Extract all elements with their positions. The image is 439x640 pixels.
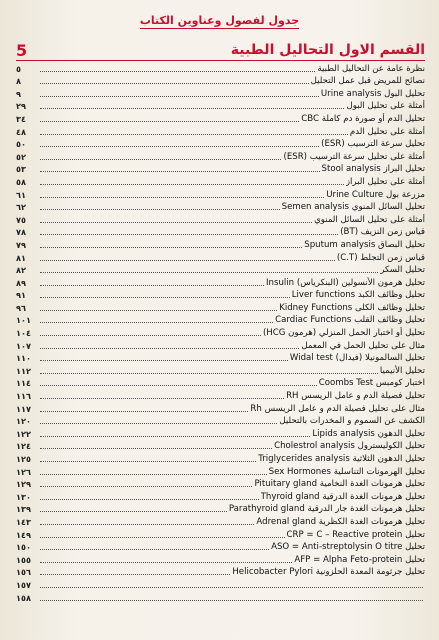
dot-leader (40, 360, 288, 361)
dot-leader (40, 499, 259, 500)
toc-entry-title: تحليل AFP = Alpha Feto-protein (294, 554, 425, 565)
toc-entry[interactable] (16, 326, 425, 339)
toc-entry[interactable] (16, 87, 425, 100)
toc-entry-title: تحليل الدهون الثلاثية Triglycerides analysis (258, 454, 425, 464)
dot-leader (40, 562, 292, 563)
dot-leader (40, 222, 312, 223)
toc-entry[interactable] (16, 478, 425, 491)
toc-entry[interactable] (16, 528, 425, 541)
dot-leader (40, 134, 348, 135)
toc-entry[interactable] (16, 238, 425, 251)
toc-entry-page: ٩ (16, 88, 21, 99)
dot-leader (40, 209, 280, 210)
toc-entry[interactable] (16, 339, 425, 352)
toc-entry[interactable] (16, 427, 425, 440)
toc-entry[interactable] (16, 201, 425, 214)
toc-entry[interactable] (16, 251, 425, 264)
toc-entry[interactable] (16, 100, 425, 113)
toc-entry-page: ١٢٦ (16, 466, 31, 477)
toc-entry-title: تحليل البول Urine analysis (320, 88, 425, 99)
dot-leader (40, 448, 272, 449)
dot-leader (40, 373, 378, 374)
toc-entry-title: تحليل وظائف الكبد Liver functions (291, 290, 425, 301)
toc-entry[interactable] (16, 352, 425, 365)
document-title: جدول لفصول وعناوين الكتاب (139, 14, 300, 27)
toc-entry-page: ١٢٩ (16, 479, 31, 490)
toc-entry-page: ٨٢ (16, 265, 26, 276)
toc-entry-page: ٦١ (16, 189, 26, 200)
toc-entry[interactable] (16, 364, 425, 377)
toc-entry-page: ٣٤ (16, 113, 26, 124)
toc-entry[interactable] (16, 503, 425, 516)
table-of-contents (16, 62, 425, 604)
dot-leader (40, 285, 264, 286)
toc-entry[interactable] (16, 75, 425, 88)
toc-entry-title: تحليل هرمونات الغدة الدرقية Thyroid gland (260, 491, 425, 502)
toc-entry-title: تحليل CRP = C – Reactive protein (286, 529, 425, 540)
toc-entry-page: ١٣٩ (16, 504, 31, 515)
dot-leader (40, 197, 324, 198)
toc-entry[interactable] (16, 175, 425, 188)
toc-entry-title: نصائح للمريض قبل عمل التحليل (310, 76, 425, 87)
section-title: القسم الاول التحاليل الطبية (230, 42, 425, 58)
toc-entry-page: ٦٢ (16, 202, 26, 213)
toc-entry-page: ٧٩ (16, 239, 26, 250)
dot-leader (40, 436, 310, 437)
toc-entry[interactable] (16, 213, 425, 226)
toc-entry-title: أمثلة على تحليل السائل المنوي (314, 214, 425, 225)
toc-entry-page: ٩٦ (16, 302, 26, 313)
toc-entry-page: ٧٥ (16, 214, 26, 225)
toc-entry-page: ٤٨ (16, 126, 26, 137)
dot-leader (40, 171, 320, 172)
section-page-number: 5 (16, 40, 28, 60)
toc-entry-title: أمثلة على تحليل البراز (345, 176, 425, 187)
dot-leader (40, 574, 230, 575)
toc-entry-title: تحليل هرمونات الغدة جار الدرقية Parathyroid gland (228, 504, 425, 515)
dot-leader (40, 108, 344, 109)
toc-entry-title: نظرة عامة عن التحاليل الطبية (317, 63, 425, 74)
dot-leader (40, 411, 248, 412)
dot-leader (40, 159, 281, 160)
toc-entry-title: تحليل فصيلة الدم و عامل الريسس RH (286, 391, 425, 402)
toc-entry-page: ٧٨ (16, 227, 26, 238)
dot-leader (40, 335, 261, 336)
toc-entry-title: تحليل الأنيميا (379, 365, 425, 376)
toc-entry-page: ١٣٠ (16, 491, 31, 502)
dot-leader (40, 272, 378, 273)
toc-entry-page: ١٢٢ (16, 428, 31, 439)
toc-entry[interactable] (16, 415, 425, 428)
toc-entry-title: تحليل هرمونات الغدة النخامية Pituitary gland (254, 479, 425, 490)
dot-leader (40, 297, 290, 298)
toc-entry-title: تحليل وظائف الكلى Kidney Functions (279, 302, 425, 313)
toc-entry-title: تحليل أو اختبار الحمل المنزلي (هرمون HCG) (262, 328, 425, 339)
toc-entry-title: تحليل البراز Stool analysis (321, 164, 425, 175)
toc-entry[interactable] (16, 541, 425, 554)
dot-leader (40, 385, 317, 386)
toc-entry-title: تحليل السالمونيلا (فيدال) Widal test (289, 353, 425, 364)
toc-entry-title: الكشف عن السموم و المخدرات بالتحليل (279, 416, 425, 427)
toc-entry (16, 578, 425, 591)
toc-entry[interactable] (16, 553, 425, 566)
toc-entry[interactable] (16, 377, 425, 390)
toc-entry-page: ١٤٩ (16, 529, 31, 540)
toc-entry[interactable] (16, 402, 425, 415)
toc-entry[interactable] (16, 515, 425, 528)
toc-entry-page: ٨١ (16, 252, 26, 263)
dot-leader (40, 234, 338, 235)
toc-entry-title: تحليل الهرمونات التناسلية Sex Hormones (268, 466, 425, 477)
toc-entry-title: تحليل البصاق Sputum analysis (304, 239, 425, 250)
toc-entry[interactable] (16, 125, 425, 138)
dot-leader (40, 537, 285, 538)
dot-leader (40, 247, 302, 248)
toc-entry[interactable] (16, 465, 425, 478)
toc-entry[interactable] (16, 490, 425, 503)
dot-leader (40, 184, 344, 185)
toc-entry-title: تحليل السائل المنوي Semen analysis (281, 202, 425, 213)
toc-entry-title: تحليل الدهون Lipids analysis (312, 428, 425, 439)
toc-entry-page: ١٠٤ (16, 328, 31, 339)
toc-entry[interactable] (16, 264, 425, 277)
toc-entry-title: تحليل الكوليسترول Cholestrol analysis (274, 441, 425, 452)
toc-entry-page: ١٠١ (16, 315, 31, 326)
toc-entry-title: قياس زمن التجلط (C.T) (336, 252, 425, 263)
toc-entry-title: مثال على تحليل فصيلة الدم و عامل الريسس Rh (250, 403, 425, 414)
toc-entry-title: أمثلة على تحليل البول (346, 101, 425, 112)
dot-leader (40, 486, 252, 487)
toc-entry-title: اختبار كومبس Coombs Test (318, 378, 425, 389)
toc-entry-page: ١٥٦ (16, 567, 31, 578)
toc-entry-title: تحليل ASO = Anti-streptolysin O titre (271, 542, 425, 553)
toc-entry[interactable] (16, 301, 425, 314)
dot-leader (40, 260, 335, 261)
toc-entry-page: ٨٩ (16, 277, 26, 288)
toc-entry-page: ١٥٠ (16, 542, 31, 553)
section-header (16, 40, 425, 61)
toc-entry[interactable] (16, 112, 425, 125)
toc-entry-page: ٥ (16, 63, 21, 74)
toc-entry-page: ٥٨ (16, 176, 26, 187)
toc-entry-title: تحليل الدم أو صورة دم كاملة CBC (301, 113, 425, 124)
dot-leader (40, 524, 254, 525)
toc-entry-page: ٥٣ (16, 164, 26, 175)
toc-entry[interactable] (16, 163, 425, 176)
toc-entry-title: أمثلة على تحليل الدم (349, 126, 425, 137)
toc-entry[interactable] (16, 566, 425, 579)
dot-leader (40, 83, 309, 84)
toc-entry-page: ١٥٥ (16, 554, 31, 565)
toc-entry-title: تحليل السكر (380, 265, 425, 276)
toc-entry-title: قياس زمن النزيف (BT) (340, 227, 425, 238)
toc-entry-page: ١١٦ (16, 391, 31, 402)
dot-leader (40, 511, 227, 512)
dot-leader (40, 587, 423, 588)
dot-leader (40, 146, 319, 147)
dot-leader (40, 348, 299, 349)
toc-entry-page: ٥٢ (16, 151, 26, 162)
toc-entry[interactable] (16, 138, 425, 151)
toc-entry[interactable] (16, 226, 425, 239)
toc-entry-page: ١١٤ (16, 378, 31, 389)
toc-entry-page: ١٥٧ (16, 579, 31, 590)
dot-leader (40, 461, 256, 462)
toc-entry-title: تحليل جرثومة المعدة الحلزونية Helicobacter Pylori (232, 567, 425, 578)
dot-leader (40, 96, 319, 97)
toc-entry-title: تحليل وظائف القلب Cardiac Functions (275, 315, 425, 326)
dot-leader (40, 549, 269, 550)
dot-leader (40, 398, 284, 399)
toc-entry-title: تحليل هرمون الأنسولين (البنكرياس) Insulin (265, 277, 425, 288)
toc-entry-page: ٢٩ (16, 101, 26, 112)
dot-leader (40, 474, 267, 475)
toc-entry-page: ١٢٥ (16, 454, 31, 464)
toc-entry[interactable] (16, 389, 425, 402)
toc-entry[interactable] (16, 188, 425, 201)
toc-entry-page: ١٠٧ (16, 340, 31, 351)
toc-entry[interactable] (16, 440, 425, 453)
toc-entry[interactable] (16, 314, 425, 327)
dot-leader (40, 322, 273, 323)
toc-entry-page: ٩١ (16, 290, 26, 301)
dot-leader (40, 310, 277, 311)
dot-leader (40, 600, 423, 601)
toc-entry-title: تحليل هرمونات الغدة الكظرية Adrenal gland (256, 516, 425, 527)
toc-entry-page: ٥٠ (16, 139, 26, 150)
toc-entry[interactable] (16, 289, 425, 302)
toc-entry-page: ١١٢ (16, 365, 31, 376)
dot-leader (40, 423, 277, 424)
toc-entry-page: ٨ (16, 76, 21, 87)
dot-leader (40, 71, 315, 72)
toc-entry-page: ١٢٠ (16, 416, 31, 427)
toc-entry-page: ١١٠ (16, 353, 31, 364)
toc-entry[interactable] (16, 452, 425, 465)
toc-entry[interactable] (16, 62, 425, 75)
toc-entry-page: ١٤٣ (16, 516, 31, 527)
toc-entry-page: ١١٧ (16, 403, 31, 414)
dot-leader (40, 121, 299, 122)
toc-entry-title: مزرعة بول Urine Culture (326, 189, 425, 200)
toc-entry-page: ١٥٨ (16, 592, 31, 603)
toc-entry[interactable] (16, 150, 425, 163)
toc-entry (16, 591, 425, 604)
toc-entry-title: أمثلة على تحليل سرعة الترسيب (ESR) (283, 151, 425, 162)
toc-entry-title: تحليل سرعة الترسيب (ESR) (321, 139, 425, 150)
toc-entry-title: مثال على تحليل الحمل في المعمل (301, 340, 425, 351)
toc-entry-page: ١٢٤ (16, 441, 31, 452)
toc-entry[interactable] (16, 276, 425, 289)
